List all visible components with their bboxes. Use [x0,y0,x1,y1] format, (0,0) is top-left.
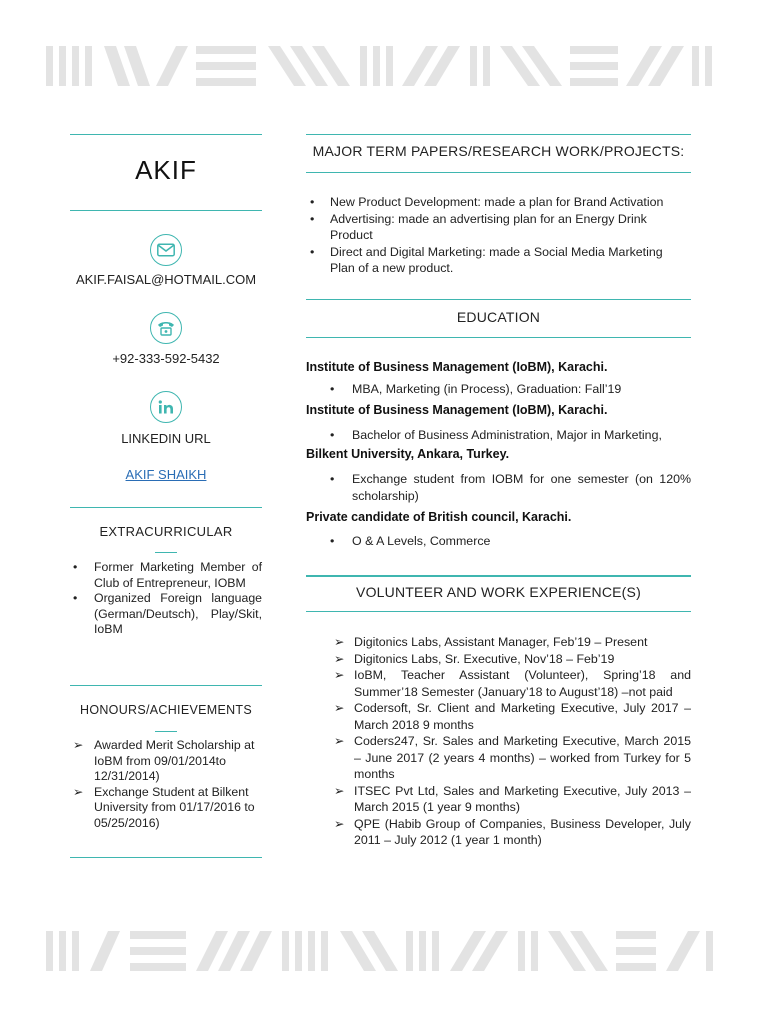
arrow-marker: ➢ [334,816,345,831]
email-text: AKIF.FAISAL@HOTMAIL.COM [75,272,257,287]
education-institution: Private candidate of British council, Karachi. [306,510,572,524]
list-item [330,667,691,700]
education-detail-text: O & A Levels, Commerce [352,534,491,548]
bullet-marker: • [73,591,78,605]
arrow-marker: ➢ [334,701,345,715]
linkedin-icon [150,391,182,423]
education-detail-text: Exchange student from IOBM for one semester (on 120% scholarship) [352,472,691,503]
list-item-text: New Product Development: made a plan for Brand Activation [330,195,664,209]
list-item-text: ITSEC Pvt Ltd, Sales and Marketing Executive, July 2013 – March 2015 (1 year 9 months) [354,783,691,814]
list-item-text: Awarded Merit Scholarship at IoBM from 09/01/2014to 12/31/2014) [94,738,255,783]
honours-dash [155,731,177,732]
education-title: EDUCATION [456,309,541,325]
list-item [306,211,691,244]
list-item-text: QPE (Habib Group of Companies, Business Developer, July 2011 – July 2012 (1 year 1 month) [354,816,691,847]
list-item-text: Codersoft, Sr. Client and Marketing Executive, July 2017 – March 2018 9 months [354,701,691,732]
honours-list [70,738,262,831]
linkedin-label: LINKEDIN URL [121,431,211,446]
education-detail [330,381,691,398]
bullet-marker: • [310,244,315,259]
list-item-text: Exchange Student at Bilkent University from 01/17/2016 to 05/25/2016) [94,784,255,830]
list-item [330,651,691,668]
right-divider-3 [306,299,691,300]
right-divider-2 [306,172,691,173]
education-institution: Bilkent University, Ankara, Turkey. [306,447,510,461]
education-detail [330,427,691,444]
decorative-pattern-top [46,44,720,88]
list-item [306,244,691,277]
honours-title: HONOURS/ACHIEVEMENTS [80,703,252,717]
list-item-text: Former Marketing Member of Club of Entrepreneur, IOBM [94,560,262,590]
profile-name: AKIF [135,155,197,185]
right-divider-5 [306,575,691,577]
arrow-marker: ➢ [334,668,345,682]
list-item [330,816,691,849]
arrow-marker: ➢ [73,784,84,799]
list-item-text: IoBM, Teacher Assistant (Volunteer), Spring’18 and Summer’18 Semester (January’18 to August’18) –not paid [354,668,691,699]
bullet-marker: • [330,472,335,486]
list-item [330,733,691,783]
education-detail-text: MBA, Marketing (in Process), Graduation: Fall’19 [352,382,622,396]
arrow-marker: ➢ [334,651,345,666]
list-item-text: Advertising: made an advertising plan for an Energy Drink Product [330,211,647,242]
arrow-marker: ➢ [334,635,345,649]
list-item [70,738,262,785]
decorative-pattern-bottom [46,929,720,973]
bullet-marker: • [330,428,335,442]
arrow-marker: ➢ [73,738,84,752]
right-divider-4 [306,337,691,338]
bullet-marker: • [73,560,78,574]
extracurricular-list [70,560,262,638]
list-item-text: Digitonics Labs, Sr. Executive, Nov’18 – Feb’19 [354,651,615,666]
education-institution: Institute of Business Management (IoBM), Karachi. [306,360,608,374]
list-item-text: Coders247, Sr. Sales and Marketing Executive, March 2015 – June 2017 (2 years 4 months) – worked from Turkey for 5 months [354,734,691,781]
list-item [306,194,691,211]
left-divider-1 [70,134,262,135]
education-detail [330,471,691,504]
experience-title: VOLUNTEER AND WORK EXPERIENCE(S) [356,584,641,600]
list-item [70,560,262,591]
left-divider-3 [70,507,262,508]
education-detail-text: Bachelor of Business Administration, Major in Marketing, [352,428,662,442]
projects-title: MAJOR TERM PAPERS/RESEARCH WORK/PROJECTS: [312,143,685,159]
projects-list [306,194,691,277]
email-icon [150,234,182,266]
education-detail [330,533,691,550]
left-divider-2 [70,210,262,211]
extracurricular-title: EXTRACURRICULAR [99,524,233,539]
arrow-marker: ➢ [334,783,345,798]
list-item-text: Direct and Digital Marketing: made a Social Media Marketing Plan of a new product. [330,244,663,275]
phone-icon [150,312,182,344]
list-item [70,785,262,832]
right-divider-1 [306,134,691,135]
extracurricular-dash [155,552,177,553]
arrow-marker: ➢ [334,734,345,748]
list-item [330,634,691,651]
list-item [330,700,691,733]
education-institution: Institute of Business Management (IoBM), Karachi. [306,403,608,417]
list-item [70,591,262,638]
list-item [330,783,691,816]
bullet-marker: • [330,534,335,548]
bullet-marker: • [310,195,315,209]
left-divider-4 [70,685,262,686]
phone-text: +92-333-592-5432 [112,351,220,366]
left-divider-5 [70,857,262,858]
linkedin-link[interactable]: AKIF SHAIKH [125,467,207,482]
bullet-marker: • [310,211,315,226]
right-divider-6 [306,611,691,612]
list-item-text: Organized Foreign language (German/Deutsch), Play/Skit, IoBM [94,591,262,636]
experience-list [330,634,691,849]
bullet-marker: • [330,382,335,396]
list-item-text: Digitonics Labs, Assistant Manager, Feb’19 – Present [354,635,648,649]
